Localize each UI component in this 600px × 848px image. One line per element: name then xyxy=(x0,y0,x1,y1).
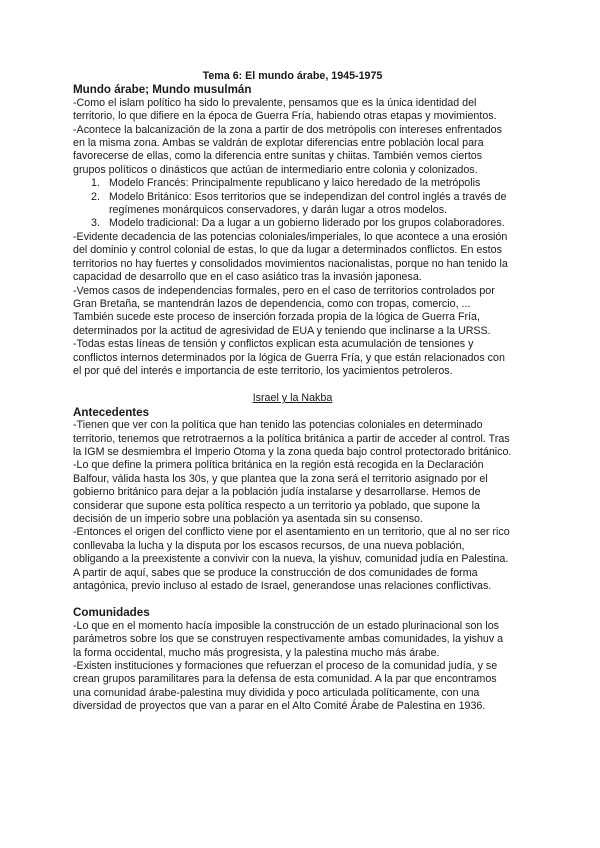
paragraph: -Lo que en el momento hacía imposible la construcción de un estado plurinacional son los parámetros sobre los que se construyen respectivamente ambas comunidades, la yishuv a la forma occidental, mucho más progresista, y la palestina mucho más árabe. xyxy=(73,619,504,659)
list-item-text: Modelo tradicional: Da a lugar a un gobierno liderado por los grupos colaboradores. xyxy=(109,217,505,230)
paragraph: -Vemos casos de independencias formales, pero en el caso de territorios controlados por Gran Bretaña, se mantendrán lazos de dependencia, como con tropas, comercio, ... También sucede este proceso de inserción forzada propia de la lógica de Guerra Fría, determinados por la actitud de agresividad de EUA y teniendo que inclinarse a la URSS. xyxy=(73,284,495,337)
list-number: 1. xyxy=(91,177,100,190)
list-item-text: Modelo Británico: Esos territorios que se independizan del control inglés a través de regímenes monárquicos conservadores, y darán lugar a otros modelos. xyxy=(109,190,507,217)
list-number: 3. xyxy=(91,217,100,230)
paragraph: -Existen instituciones y formaciones que refuerzan el proceso de la comunidad judía, y se crean grupos paramilitares para la defensa de esta comunidad. A la par que encontramos una comunidad árabe-palestina muy dividida y poco articulada políticamente, con una diversidad de proyectos que van a parar en el Alto Comité Árabe de Palestina en 1936. xyxy=(73,660,498,713)
paragraph: -Como el islam político ha sido lo prevalente, pensamos que es la única identidad del territorio, lo que difiere en la época de Guerra Fría, habiendo otras etapas y movimientos. xyxy=(73,96,497,123)
list-item-text: Modelo Francés: Principalmente republicano y laico heredado de la metrópolis xyxy=(109,177,481,190)
section-heading-comunidades: Comunidades xyxy=(73,606,150,620)
list-item xyxy=(91,217,512,230)
list-number: 2. xyxy=(91,190,100,203)
paragraph: -Evidente decadencia de las potencias coloniales/imperiales, lo que acontece a una erosión del dominio y control colonial de estas, lo que da lugar a determinados conflictos. En estos territorios no hay fuertes y consolidados movimientos nacionalistas, porque no han tenido la capacidad de desarrollo que en el caso asiático tras la invasión japonesa. xyxy=(73,230,508,284)
document-title: Tema 6: El mundo árabe, 1945-1975 xyxy=(202,70,383,82)
paragraph: -Lo que define la primera política británica en la región está recogida en la Declaración Balfour, válida hasta los 30s, y que plantea que la zona será el territorio asignado por el gobierno británico para dejar a la población judía instalarse y desarrollarse. Hemos de considerar que supone esta política respecto a un territorio ya poblado, que supone la decisión de un imperio sobre una población ya asentada sin su consenso. xyxy=(73,459,488,525)
paragraph: -Acontece la balcanización de la zona a partir de dos metrópolis con intereses enfrentados en la misma zona. Ambas se valdrán de explotar diferencias entre población local para favorecerse de ellas, como la diferencia entre sunitas y chiitas. También vemos ciertos grupos políticos o dinásticos que actúan de intermediario entre colonia y colonizados. xyxy=(73,123,502,176)
section-heading-antecedentes: Antecedentes xyxy=(73,405,150,419)
list-item xyxy=(91,190,512,218)
paragraph: -Tienen que ver con la política que han tenido las potencias coloniales en determinado territorio, tenemos que retrotraernos a la política británica a partir de acceder al control. Tras la IGM se desmiembra el Imperio Otoma y la zona queda bajo control protectorado británico. xyxy=(73,419,512,458)
paragraph: -Entonces el origen del conflicto viene por el asentamiento en un territorio, que al no ser rico conllevaba la lucha y la disputa por los escasos recursos, de una nueva población, obligando a la preexistente a convivir con la nueva, la yishuv, comunidad judía en Palestina. A partir de aquí, sabes que se produce la construcción de dos comunidades de forma antagónica, previo incluso al estado de Israel, generandose unas relaciones conflictivas. xyxy=(73,526,510,593)
section-subtitle: Israel y la Nakba xyxy=(252,392,333,405)
list-item xyxy=(91,177,512,190)
paragraph: -Todas estas líneas de tensión y conflictos explican esta acumulación de tensiones y conflictos internos determinados por la lógica de Guerra Fría, y que están relacionados con el por qué del interés e importancia de este territorio, los yacimientos petroleros. xyxy=(73,338,505,377)
section-heading-mundo-arabe: Mundo árabe; Mundo musulmán xyxy=(73,83,252,97)
spacer xyxy=(73,593,512,606)
models-list xyxy=(73,177,512,231)
